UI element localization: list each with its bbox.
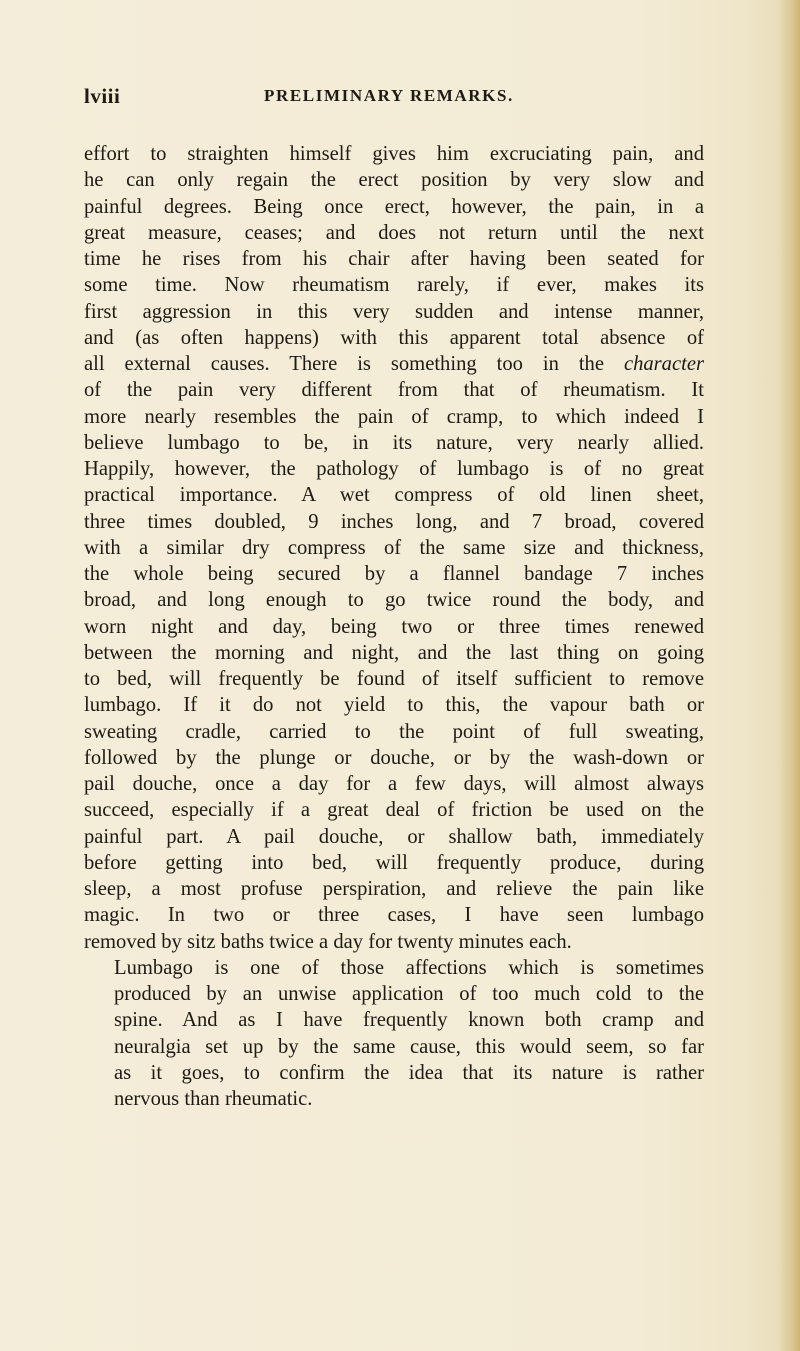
text-line: succeed, especially if a great deal of friction be used on the bbox=[84, 799, 704, 822]
text-line: lumbago. If it do not yield to this, the vapour bath or bbox=[84, 694, 704, 717]
page-edge-shadow bbox=[778, 0, 800, 1351]
body-text bbox=[84, 141, 704, 1112]
italic-word-character: character bbox=[623, 353, 704, 375]
page-number: lviii bbox=[84, 84, 121, 108]
text-line: broad, and long enough to go twice round the body, and bbox=[84, 589, 704, 612]
text-line: nervous than rheumatic. bbox=[114, 1088, 313, 1110]
text-line: the whole being secured by a flannel bandage 7 inches bbox=[84, 563, 704, 585]
text-line: believe lumbago to be, in its nature, very nearly allied. bbox=[84, 431, 704, 454]
text-line: painful degrees. Being once erect, however, the pain, in a bbox=[84, 195, 704, 218]
text-line: effort to straighten himself gives him excruciating pain, and bbox=[84, 143, 704, 165]
text-line: great measure, ceases; and does not return until the next bbox=[84, 221, 704, 244]
text-line: produced by an unwise application of too much cold to the bbox=[114, 983, 704, 1005]
text-line: of the pain very different from that of rheumatism. It bbox=[84, 379, 704, 402]
text-segment: all external causes. There is something too in the bbox=[84, 353, 604, 375]
text-line: sweating cradle, carried to the point of full sweating, bbox=[84, 720, 704, 743]
text-line: between the morning and night, and the last thing on going bbox=[84, 641, 704, 664]
text-line: with a similar dry compress of the same size and thickness, bbox=[84, 536, 704, 559]
text-line: more nearly resembles the pain of cramp, to which indeed I bbox=[84, 405, 704, 428]
paragraph-2 bbox=[84, 955, 704, 1113]
text-line bbox=[84, 351, 704, 377]
text-line: first aggression in this very sudden and intense manner, bbox=[84, 300, 704, 323]
text-line: worn night and day, being two or three times renewed bbox=[84, 615, 704, 638]
text-line: spine. And as I have frequently known both cramp and bbox=[114, 1009, 704, 1032]
text-line: followed by the plunge or douche, or by the wash-down or bbox=[84, 746, 704, 769]
paragraph-1 bbox=[84, 141, 704, 955]
text-line: painful part. A pail douche, or shallow bath, immediately bbox=[84, 825, 704, 848]
text-line: to bed, will frequently be found of itself sufficient to remove bbox=[84, 668, 704, 690]
text-line: removed by sitz baths twice a day for twenty minutes each. bbox=[84, 930, 572, 953]
text-line: sleep, a most profuse perspiration, and relieve the pain like bbox=[84, 878, 704, 900]
running-head bbox=[84, 84, 704, 114]
text-line: three times doubled, 9 inches long, and 7 broad, covered bbox=[84, 510, 704, 533]
text-line: some time. Now rheumatism rarely, if ever, makes its bbox=[84, 274, 704, 297]
text-line: pail douche, once a day for a few days, will almost always bbox=[84, 773, 704, 795]
text-line: Lumbago is one of those affections which is sometimes bbox=[114, 956, 704, 979]
running-title: PRELIMINARY REMARKS. bbox=[264, 86, 514, 105]
text-line: he can only regain the erect position by very slow and bbox=[84, 169, 704, 192]
text-line: Happily, however, the pathology of lumbago is of no great bbox=[84, 458, 704, 480]
text-line: magic. In two or three cases, I have seen lumbago bbox=[84, 904, 704, 927]
text-line: neuralgia set up by the same cause, this would seem, so far bbox=[114, 1035, 704, 1058]
text-line: practical importance. A wet compress of old linen sheet, bbox=[84, 484, 704, 507]
text-line: as it goes, to confirm the idea that its nature is rather bbox=[114, 1061, 704, 1084]
text-line: time he rises from his chair after having been seated for bbox=[84, 248, 704, 270]
text-line: before getting into bed, will frequently produce, during bbox=[84, 851, 704, 874]
text-line: and (as often happens) with this apparent total absence of bbox=[84, 326, 704, 349]
